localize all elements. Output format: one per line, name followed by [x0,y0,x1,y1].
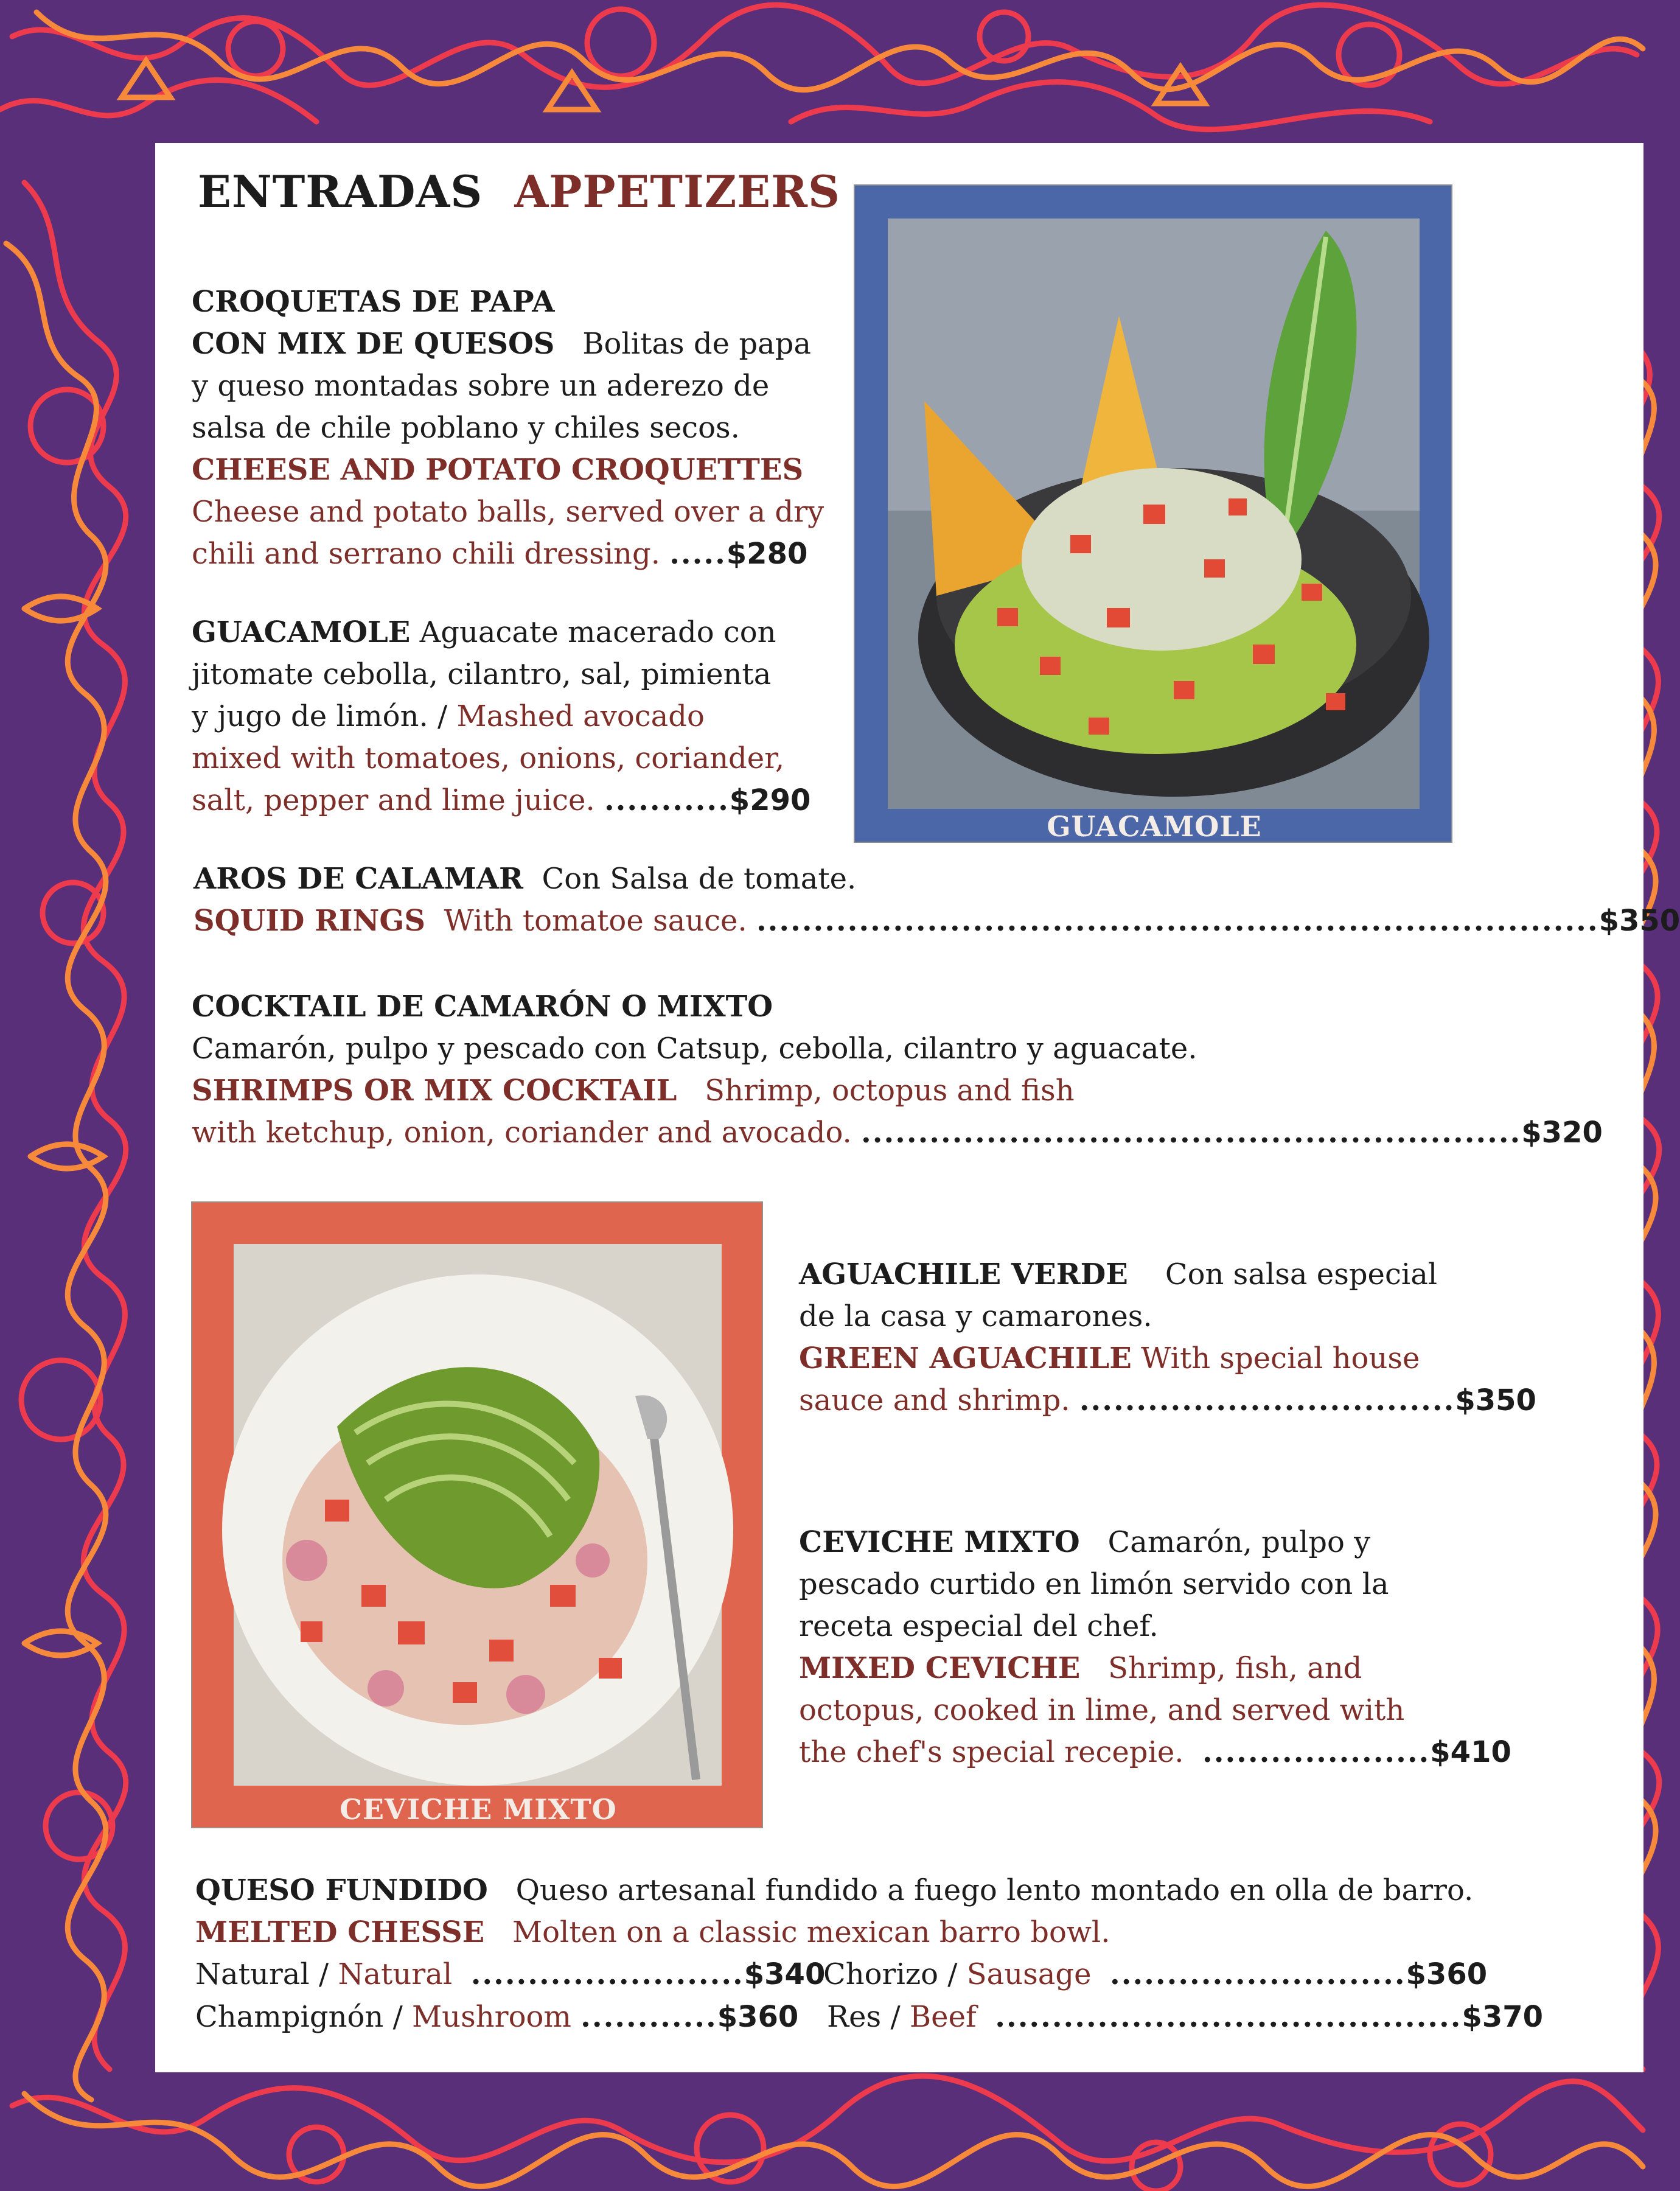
queso-option-natural [195,1954,825,1996]
ceviche-photo [234,1244,722,1786]
menu-item-queso-fundido [195,1870,1473,1954]
item-desc-es: Camarón, pulpo y [1107,1525,1371,1559]
item-desc-en: the chef's special recepie. [799,1735,1184,1769]
item-name-es: CROQUETAS DE PAPA [192,285,555,319]
item-name-en: MELTED CHESSE [195,1915,485,1949]
queso-option-res [827,1996,1543,2038]
queso-option-chorizo [823,1954,1487,1996]
item-desc-en: with ketchup, onion, coriander and avocado. [192,1116,852,1150]
menu-item-aguachile [799,1254,1536,1422]
price-leader: ................................. [1079,1383,1455,1417]
item-desc-es: Camarón, pulpo y pescado con Catsup, cebolla, cilantro y aguacate. [192,1032,1197,1066]
item-name-es-2: CON MIX DE QUESOS [192,327,555,361]
item-desc-es: Aguacate macerado con [419,615,776,649]
item-name-en: SQUID RINGS [193,904,425,938]
item-price: $360 [1406,1957,1488,1991]
item-name-es: AROS DE CALAMAR [193,862,523,896]
item-desc-es: y jugo de limón. / [192,699,448,733]
item-name-es: COCKTAIL DE CAMARÓN O MIXTO [192,990,773,1024]
price-leader: ........................ [470,1957,744,1991]
item-price: $280 [726,537,808,571]
menu-item-calamar [193,858,1680,942]
item-desc-en: salt, pepper and lime juice. [192,783,595,817]
item-desc-en: Cheese and potato balls, served over a dry [192,495,824,529]
menu-item-ceviche [799,1522,1511,1773]
item-desc-es: pescado curtido en limón servido con la [799,1567,1389,1601]
item-desc-es: Con Salsa de tomate. [542,862,857,896]
title-spanish: ENTRADAS [198,166,483,217]
price-leader: ........... [604,783,730,817]
item-price: $410 [1430,1735,1511,1769]
item-desc-en: Molten on a classic mexican barro bowl. [512,1915,1110,1949]
option-name-en: Natural [338,1957,453,1991]
item-name-en: MIXED CEVICHE [799,1651,1081,1685]
option-name-es: Natural [195,1957,310,1991]
item-desc-es: receta especial del chef. [799,1609,1159,1643]
item-desc-en: Shrimp, fish, and [1108,1651,1362,1685]
price-leader: .................... [1202,1735,1431,1769]
title-english: APPETIZERS [514,166,840,217]
item-desc-es: salsa de chile poblano y chiles secos. [192,411,740,445]
item-price: $320 [1521,1116,1603,1150]
item-desc-es: y queso montadas sobre un aderezo de [192,369,770,403]
price-leader: ..... [669,537,727,571]
item-name-en: SHRIMPS OR MIX COCKTAIL [192,1074,677,1108]
item-desc-en: With special house [1141,1341,1420,1375]
option-name-en: Sausage [966,1957,1092,1991]
separator: / [319,1957,329,1991]
item-name-es: QUESO FUNDIDO [195,1873,488,1907]
item-desc-en: Mashed avocado [456,699,705,733]
item-name-en: CHEESE AND POTATO CROQUETTES [192,453,804,487]
item-desc-es: Con salsa especial [1165,1257,1438,1291]
queso-option-champignon [195,1996,798,2038]
price-leader: ......................................... [995,2000,1462,2034]
menu-item-croquetas [192,281,824,575]
separator: / [392,2000,403,2034]
item-desc-es: jitomate cebolla, cilantro, sal, pimienta [192,657,772,691]
photo-caption: GUACAMOLE [1047,810,1262,843]
option-name-es: Chorizo [823,1957,939,1991]
item-price: $290 [729,783,811,817]
guacamole-photo-frame [854,184,1452,843]
item-desc-es: de la casa y camarones. [799,1299,1152,1333]
item-name-es: AGUACHILE VERDE [799,1257,1128,1291]
price-leader: .......................... [1110,1957,1406,1991]
item-desc-en: mixed with tomatoes, onions, coriander, [192,741,785,775]
separator: / [947,1957,958,1991]
price-leader: .......................................................................... [756,904,1599,938]
item-name-es: GUACAMOLE [192,615,411,649]
item-name-en: GREEN AGUACHILE [799,1341,1132,1375]
item-desc-en: Shrimp, octopus and fish [705,1074,1075,1108]
item-name-es: CEVICHE MIXTO [799,1525,1080,1559]
item-price: $360 [717,2000,799,2034]
price-leader: .......................................................... [861,1116,1522,1150]
option-name-es: Champignón [195,2000,384,2034]
item-desc-en: With tomatoe sauce. [444,904,747,938]
option-name-es: Res [827,2000,882,2034]
item-desc-es: Queso artesanal fundido a fuego lento montado en olla de barro. [515,1873,1474,1907]
option-name-en: Beef [909,2000,977,2034]
guacamole-photo [888,218,1420,809]
item-price: $350 [1455,1383,1536,1417]
item-desc-en: sauce and shrimp. [799,1383,1070,1417]
item-desc-en: chili and serrano chili dressing. [192,537,660,571]
separator: / [890,2000,901,2034]
page-title [198,166,840,217]
price-leader: ............ [580,2000,717,2034]
menu-item-guacamole [192,612,810,822]
item-price: $350 [1598,904,1680,938]
ceviche-photo-frame [191,1201,763,1828]
option-name-en: Mushroom [412,2000,571,2034]
item-desc-en: octopus, cooked in lime, and served with [799,1693,1405,1727]
photo-caption: CEVICHE MIXTO [340,1793,617,1826]
item-price: $340 [744,1957,826,1991]
item-desc-es: Bolitas de papa [582,327,811,361]
item-price: $370 [1462,2000,1544,2034]
menu-item-cocktail [192,986,1603,1154]
